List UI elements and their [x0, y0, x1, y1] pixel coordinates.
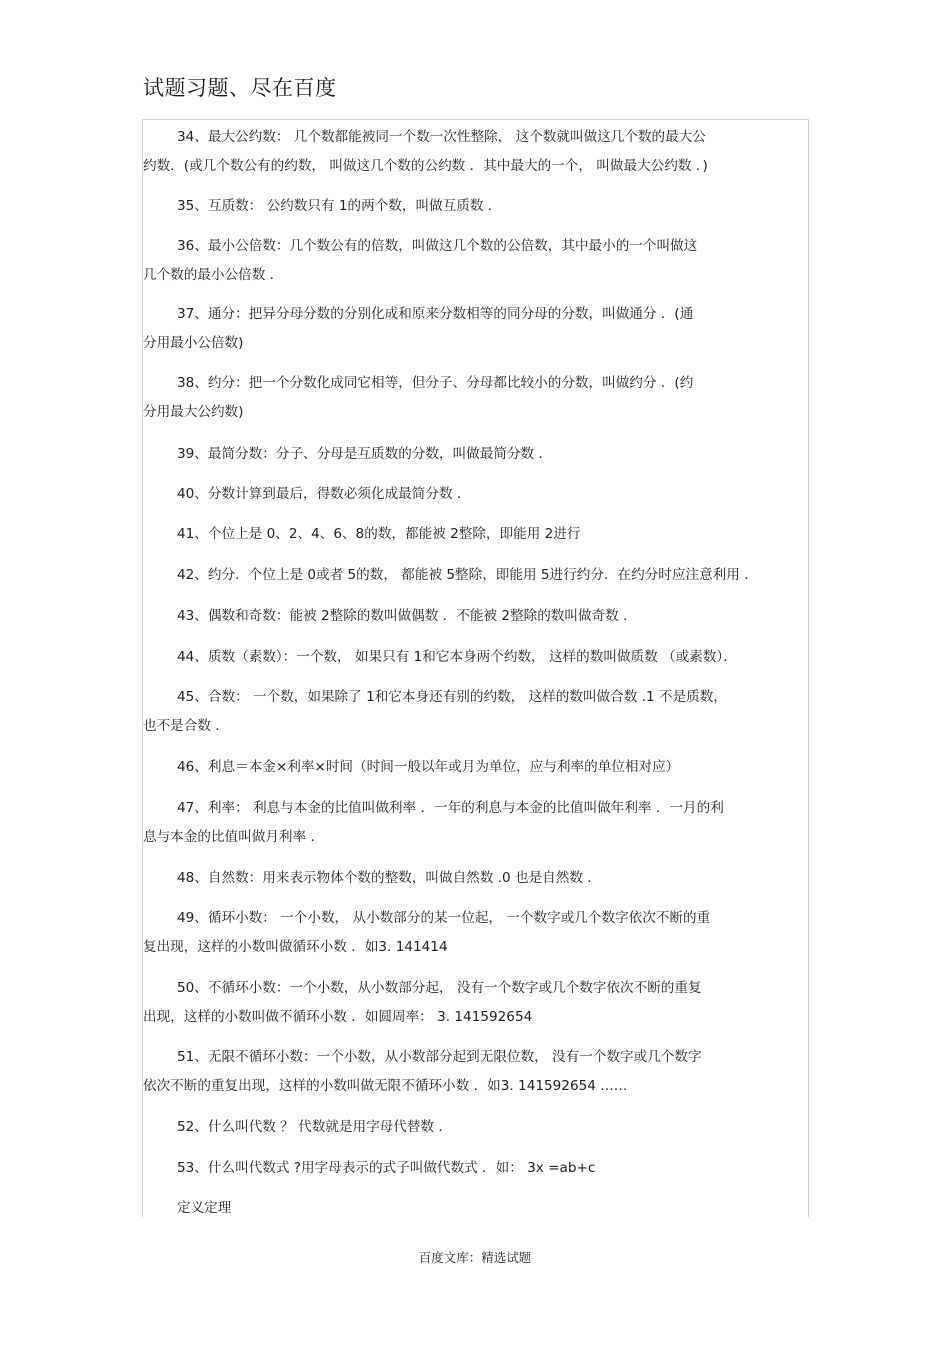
text-line: 也不是合数 ． [143, 718, 229, 734]
text-line: 定义定理 [177, 1200, 232, 1216]
definition-49 [143, 904, 808, 962]
definition-50 [143, 974, 808, 1032]
definition-35 [143, 192, 808, 221]
text-line: 39、最简分数：分子、分母是互质数的分数，叫做最简分数 ． [177, 446, 553, 462]
definition-44 [143, 643, 808, 672]
definition-40 [143, 480, 808, 509]
definition-46 [143, 753, 808, 782]
text-line: 48、自然数：用来表示物体个数的整数，叫做自然数 .0 也是自然数 ． [177, 870, 601, 886]
definition-48 [143, 864, 808, 893]
definition-34 [143, 123, 808, 181]
text-line: 41、个位上是 0、2、4、6、8的数，都能被 2整除，即能用 2进行 [177, 526, 581, 542]
definition-42 [143, 561, 808, 590]
text-line: 50、不循环小数：一个小数，从小数部分起， 没有一个数字或几个数字依次不断的重复 [177, 980, 702, 996]
definition-53 [143, 1154, 808, 1183]
definition-38 [143, 369, 808, 427]
text-line: 53、什么叫代数式 ?用字母表示的式子叫做代数式 ．如： 3x =ab+c [177, 1160, 596, 1176]
definition-45 [143, 683, 808, 741]
definition-51 [143, 1043, 808, 1101]
definition-43 [143, 602, 808, 631]
definition-52 [143, 1113, 808, 1142]
text-line: 46、利息＝本金×利率×时间（时间一般以年或月为单位，应与利率的单位相对应） [177, 759, 680, 775]
definition-37 [143, 300, 808, 358]
text-line: 约数．(或几个数公有的约数， 叫做这几个数的公约数 ．其中最大的一个， 叫做最大公约数 ．) [143, 158, 708, 174]
definition-36 [143, 232, 808, 290]
definition-39 [143, 440, 808, 469]
text-line: 44、质数（素数）：一个数， 如果只有 1和它本身两个约数， 这样的数叫做质数 （或素数）． [177, 649, 737, 665]
text-line: 37、通分：把异分母分数的分别化成和原来分数相等的同分母的分数，叫做通分 ．(通 [177, 306, 694, 322]
text-line: 47、利率： 利息与本金的比值叫做利率 ．一年的利息与本金的比值叫做年利率 ．一月的利 [177, 800, 724, 816]
definition-41 [143, 520, 808, 549]
page-header-title: 试题习题、尽在百度 [143, 76, 337, 100]
document-content [142, 119, 809, 1217]
text-line: 49、循环小数： 一个小数， 从小数部分的某一位起， 一个数字或几个数字依次不断的重 [177, 910, 711, 926]
text-line: 38、约分：把一个分数化成同它相等，但分子、分母都比较小的分数，叫做约分 ．(约 [177, 375, 694, 391]
definition-47 [143, 794, 808, 852]
text-line: 42、约分．个位上是 0或者 5的数， 都能被 5整除，即能用 5进行约分．在约分时应注意利用 ． [177, 567, 758, 583]
text-line: 36、最小公倍数：几个数公有的倍数，叫做这几个数的公倍数，其中最小的一个叫做这 [177, 238, 698, 254]
text-line: 51、无限不循环小数：一个小数，从小数部分起到无限位数， 没有一个数字或几个数字 [177, 1049, 702, 1065]
text-line: 复出现，这样的小数叫做循环小数 ．如3. 141414 [143, 939, 448, 955]
text-line: 43、偶数和奇数：能被 2整除的数叫做偶数 ．不能被 2整除的数叫做奇数 ． [177, 608, 637, 624]
text-line: 40、分数计算到最后，得数必须化成最简分数 ． [177, 486, 471, 502]
section-heading [143, 1194, 808, 1217]
text-line: 息与本金的比值叫做月利率 ． [143, 829, 325, 845]
text-line: 依次不断的重复出现，这样的小数叫做无限不循环小数 ．如3. 141592654 …… [143, 1078, 628, 1094]
text-line: 45、合数： 一个数，如果除了 1和它本身还有别的约数， 这样的数叫做合数 .1 不是质数， [177, 689, 727, 705]
text-line: 35、互质数： 公约数只有 1的两个数，叫做互质数 ． [177, 198, 502, 214]
text-line: 分用最大公约数) [143, 404, 244, 420]
text-line: 出现，这样的小数叫做不循环小数 ．如圆周率： 3. 141592654 [143, 1009, 533, 1025]
page-footer: 百度文库：精选试题 [418, 1250, 532, 1265]
text-line: 分用最小公倍数) [143, 335, 244, 351]
text-line: 34、最大公约数： 几个数都能被同一个数一次性整除， 这个数就叫做这几个数的最大公 [177, 129, 706, 145]
text-line: 52、什么叫代数 ？ 代数就是用字母代替数 ． [177, 1119, 452, 1135]
text-line: 几个数的最小公倍数 ． [143, 267, 284, 283]
